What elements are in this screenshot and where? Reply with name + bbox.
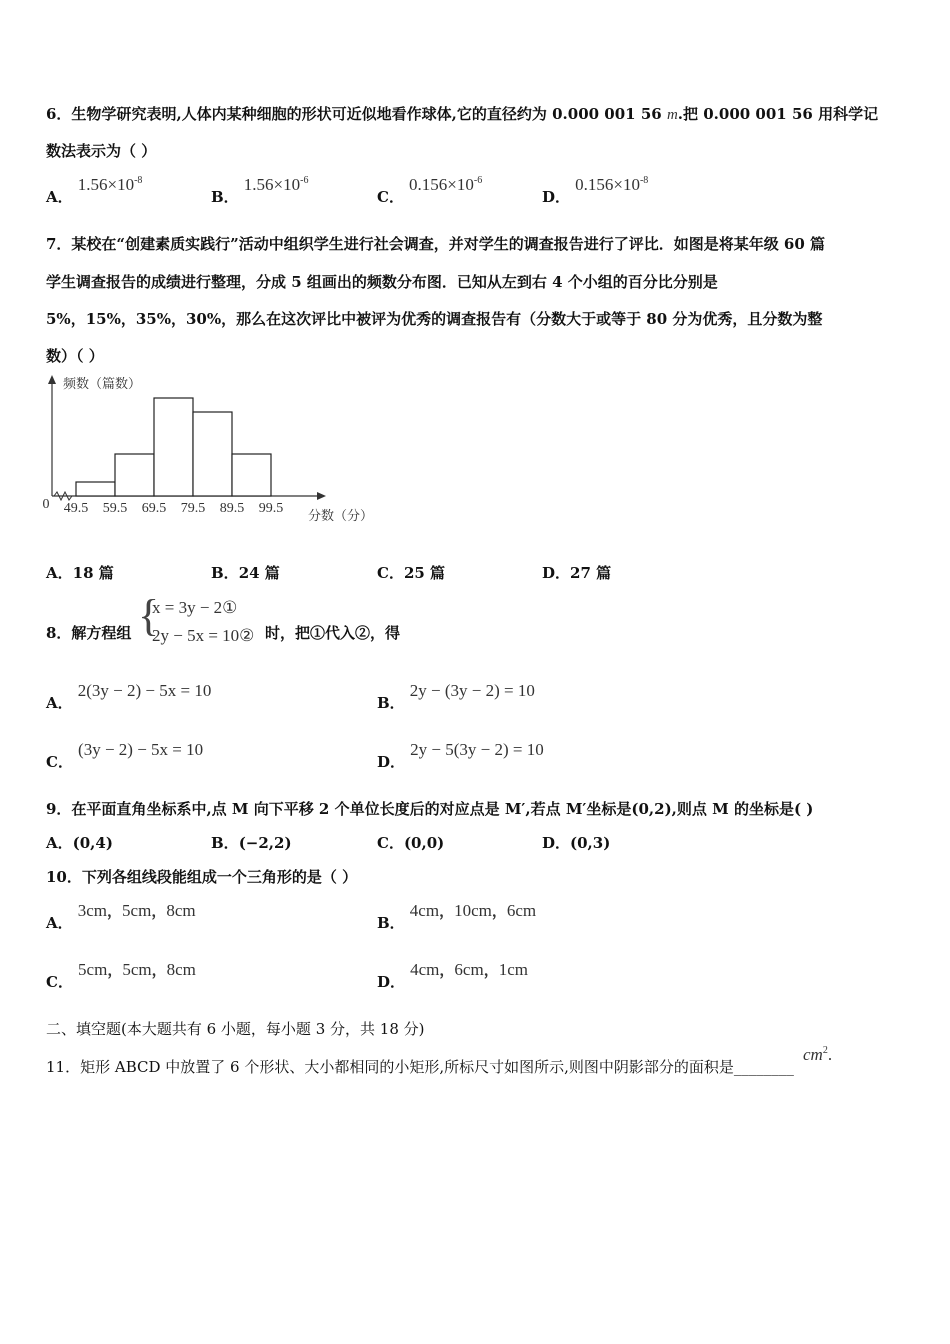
q8-equation-2: 2y − 5x = 10② — [152, 626, 255, 645]
q11-stem-row — [46, 1044, 833, 1076]
section-title: 二、填空题(本大题共有 6 小题，每小题 3 分，共 18 分) — [46, 1020, 425, 1038]
histogram-bar — [76, 482, 115, 496]
q9-option-c[interactable] — [377, 832, 444, 853]
option-letter: B． — [211, 834, 239, 852]
option-text: (0,0) — [403, 834, 445, 852]
option-math: (3y − 2) − 5x = 10 — [78, 740, 204, 759]
option-math: $0.156\times 10^{-6}$ — [409, 175, 483, 194]
option-math: 2y − 5(3y − 2) = 10 — [410, 740, 544, 759]
q8-option-a[interactable] — [46, 680, 212, 712]
option-letter: A． — [46, 914, 73, 932]
option-math: 3cm，5cm，8cm — [77, 901, 196, 920]
x-tick-label: 59.5 — [102, 501, 128, 516]
x-tick-label: 89.5 — [219, 501, 245, 516]
option-letter: D． — [377, 973, 406, 991]
q8-option-b[interactable] — [377, 680, 535, 712]
option-letter: D． — [377, 753, 406, 771]
histogram-bar — [115, 454, 154, 496]
histogram-bar — [232, 454, 271, 496]
q6-text-a: 6．生物学研究表明,人体内某种细胞的形状可近似地看作球体,它的直径约为 0.000 001 56 — [46, 105, 662, 123]
y-axis-arrow — [48, 375, 56, 384]
q7-option-d[interactable] — [542, 562, 611, 583]
q6-unit: m — [666, 107, 678, 123]
option-math: 5cm，5cm，8cm — [78, 960, 196, 979]
option-text: (0,3) — [570, 834, 611, 852]
q6-option-a[interactable] — [46, 174, 143, 206]
option-letter: C． — [46, 753, 73, 771]
option-letter: C． — [377, 188, 404, 206]
q7-stem-line1: 7．某校在“创建素质实践行”活动中组织学生进行社会调查，并对学生的调查报告进行了评比．如图是将某年级 60 篇 — [46, 235, 826, 253]
q9-stem: 9．在平面直角坐标系中,点 M 向下平移 2 个单位长度后的对应点是 M′,若点 M′坐标是(0,2),则点 M 的坐标是( ) — [46, 800, 814, 818]
option-math: 2y − (3y − 2) = 10 — [409, 681, 535, 700]
y-axis-label: 频数（篇数） — [63, 376, 142, 391]
option-letter: A． — [46, 564, 73, 582]
system-brace: { — [138, 591, 160, 640]
option-text: (−2,2) — [238, 834, 292, 852]
x-tick-label: 69.5 — [141, 501, 167, 516]
option-letter: D． — [542, 564, 571, 582]
origin-label: 0 — [42, 497, 50, 512]
q9-option-a[interactable] — [46, 832, 113, 853]
q7-option-c[interactable] — [377, 562, 445, 583]
q8-option-d[interactable] — [377, 739, 544, 771]
option-letter: B． — [377, 914, 405, 932]
option-letter: C． — [46, 973, 73, 991]
option-letter: B． — [211, 564, 239, 582]
option-text: (0,4) — [72, 834, 113, 852]
x-tick-label: 99.5 — [258, 501, 284, 516]
x-tick-label: 79.5 — [180, 501, 206, 516]
q11-unit: $cm^2$. — [802, 1045, 833, 1064]
q7-stem-line3: 5%，15%，35%，30%，那么在这次评比中被评为优秀的调查报告有（分数大于或等于 80 分为优秀，且分数为整 — [46, 310, 823, 328]
option-text: 18 篇 — [72, 564, 114, 582]
histogram-bar — [154, 398, 193, 496]
frequency-histogram — [40, 372, 380, 532]
option-letter: C． — [377, 564, 404, 582]
option-letter: B． — [377, 694, 405, 712]
option-math: 4cm，10cm，6cm — [409, 901, 537, 920]
option-math: $1.56\times 10^{-6}$ — [243, 175, 309, 194]
q7-stem-line2: 学生调查报告的成绩进行整理，分成 5 组画出的频数分布图．已知从左到右 4 个小组的百分比分别是 — [46, 273, 718, 291]
q6-option-b[interactable] — [211, 174, 309, 206]
q10-option-d[interactable] — [377, 959, 528, 991]
q6-option-c[interactable] — [377, 174, 483, 206]
q8-option-c[interactable] — [46, 739, 204, 771]
q10-option-a[interactable] — [46, 900, 196, 932]
q7-option-b[interactable] — [211, 562, 280, 583]
q6-stem-line2: 数法表示为（ ） — [46, 142, 157, 160]
x-tick-label: 49.5 — [63, 501, 89, 516]
option-letter: D． — [542, 834, 571, 852]
q10-stem: 10．下列各组线段能组成一个三角形的是（ ） — [46, 868, 358, 886]
option-math: 2(3y − 2) − 5x = 10 — [77, 681, 212, 700]
histogram-bar — [193, 412, 232, 496]
q7-option-a[interactable] — [46, 562, 114, 583]
option-math: $0.156\times 10^{-8}$ — [575, 175, 649, 194]
q6-text-b: .把 0.000 001 56 用科学记 — [677, 105, 879, 123]
q11-stem: 11．矩形 ABCD 中放置了 6 个形状、大小都相同的小矩形,所标尺寸如图所示,则图中阴影部分的面积是________ — [46, 1058, 794, 1076]
q8-suffix: 时，把①代入②，得 — [265, 624, 401, 642]
q10-option-b[interactable] — [377, 900, 537, 932]
option-text: 27 篇 — [570, 564, 612, 582]
x-axis-label: 分数（分） — [308, 508, 374, 523]
q8-equation-1: x = 3y − 2① — [152, 598, 238, 617]
q9-option-b[interactable] — [211, 832, 292, 853]
option-math: 4cm，6cm，1cm — [410, 960, 528, 979]
option-letter: B． — [211, 188, 239, 206]
option-letter: D． — [542, 188, 571, 206]
q9-option-d[interactable] — [542, 832, 610, 853]
q7-stem-line4: 数）（ ） — [46, 347, 104, 365]
option-text: 25 篇 — [403, 564, 446, 582]
option-math: $1.56\times 10^{-8}$ — [77, 175, 143, 194]
option-letter: C． — [377, 834, 404, 852]
q8-prefix: 8．解方程组 — [46, 624, 132, 642]
q6-stem-line1 — [46, 103, 878, 124]
x-axis-arrow — [317, 492, 326, 500]
option-letter: A． — [46, 694, 73, 712]
q6-option-d[interactable] — [542, 174, 649, 206]
option-text: 24 篇 — [238, 564, 280, 582]
option-letter: A． — [46, 834, 73, 852]
option-letter: A． — [46, 188, 73, 206]
q10-option-c[interactable] — [46, 959, 196, 991]
